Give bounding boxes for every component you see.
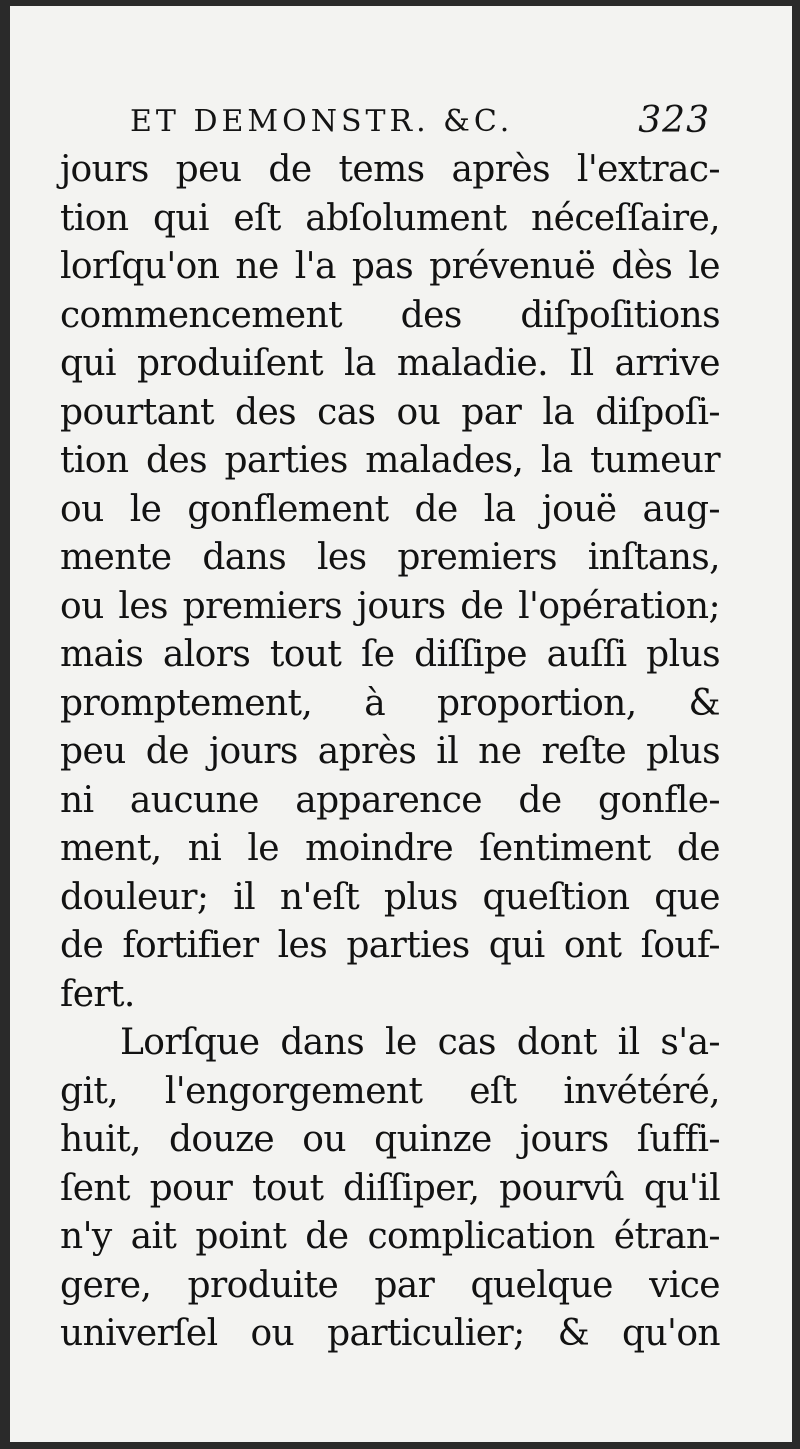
book-page bbox=[10, 6, 792, 1442]
text-line: tion des parties malades, la tumeur bbox=[60, 440, 720, 481]
text-line: tion qui eſt abſolument néceſſaire, bbox=[60, 197, 720, 239]
text-line: douleur; il n'eſt plus queſtion que bbox=[60, 876, 720, 918]
page-number: 323 bbox=[638, 100, 710, 141]
text-line: huit, douze ou quinze jours ſuffi- bbox=[60, 1119, 720, 1160]
text-line: ni aucune apparence de gonfle- bbox=[60, 779, 720, 821]
text-line: commencement des diſpoſitions bbox=[60, 294, 720, 336]
text-line: n'y ait point de complication étran- bbox=[60, 1216, 720, 1257]
text-line: lorſqu'on ne l'a pas prévenuë dès le bbox=[60, 246, 720, 287]
text-line: univerſel ou particulier; & qu'on bbox=[60, 1313, 720, 1354]
text-line: promptement, à proportion, & bbox=[60, 682, 720, 724]
text-line: qui produiſent la maladie. Il arrive bbox=[60, 343, 720, 384]
text-line: ou les premiers jours de l'opération; bbox=[60, 585, 720, 627]
text-line: git, l'engorgement eſt invétéré, bbox=[60, 1070, 720, 1112]
text-line: pourtant des cas ou par la diſpoſi- bbox=[60, 391, 720, 433]
page-header bbox=[130, 92, 710, 152]
text-line: fert. bbox=[60, 973, 135, 1015]
text-line: ment, ni le moindre ſentiment de bbox=[60, 828, 720, 869]
text-line: Lorſque dans le cas dont il s'a- bbox=[120, 1022, 720, 1063]
text-line: mais alors tout ſe diſſipe auſſi plus bbox=[60, 634, 720, 675]
text-line: mente dans les premiers inſtans, bbox=[60, 537, 720, 578]
running-title: ET DEMONSTR. &C. bbox=[130, 104, 514, 139]
text-line: de fortifier les parties qui ont ſouf- bbox=[60, 925, 720, 966]
text-line: gere, produite par quelque vice bbox=[60, 1264, 720, 1306]
text-line: ou le gonflement de la jouë aug- bbox=[60, 488, 720, 530]
text-line: peu de jours après il ne reſte plus bbox=[60, 731, 720, 772]
text-line: jours peu de tems après l'extrac- bbox=[60, 149, 720, 190]
text-line: ſent pour tout diſſiper, pourvû qu'il bbox=[60, 1167, 720, 1209]
body-text bbox=[60, 146, 720, 1359]
